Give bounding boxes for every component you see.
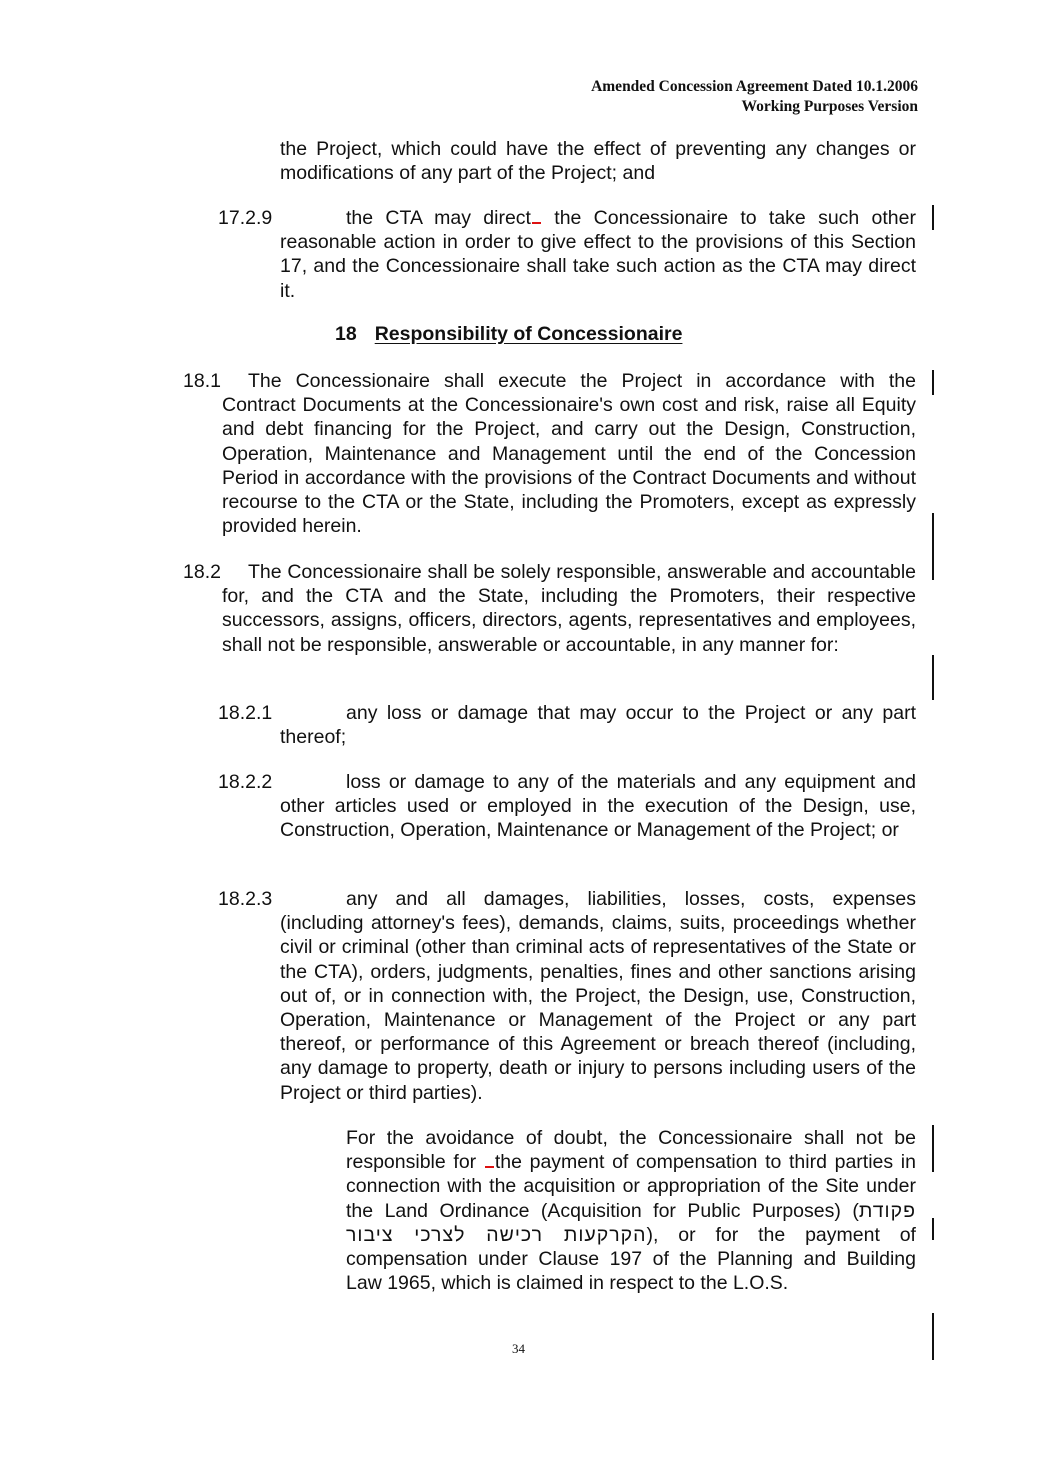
clause-18-2: [222, 560, 916, 657]
running-header: [591, 77, 918, 117]
insertion-mark: [485, 1152, 494, 1168]
change-bar: [932, 205, 934, 230]
clause-number-17-2-9: 17.2.9: [218, 207, 273, 229]
paragraph-text: the payment of compensation to third parties in connection with the acquisition or appropriation of the Site under the Land Ordinance (Acquisition for Public Purposes) (: [346, 1151, 916, 1222]
clause-number-18-2-3: 18.2.3: [218, 888, 273, 910]
clause-18-2-2: [280, 770, 916, 843]
clause-text: the Concessionaire to take such other reasonable action in order to give effect to the provisions of this Section 17, and the Concessionaire shall take such action as the CTA may direct it.: [280, 207, 916, 302]
paragraph-text: ), or for the payment of compensation under Clause 197 of the Planning and Building Law 1965, which is claimed in respect to the L.O.S.: [346, 1223, 916, 1295]
page-number: 34: [512, 1341, 525, 1356]
header-version: Working Purposes Version: [741, 98, 918, 115]
continuation-paragraph: [280, 137, 916, 185]
clause-text: loss or damage to any of the materials and any equipment and other articles used or employed in the execution of the Design, use, Construction, Operation, Maintenance or Management of the Project; or: [280, 771, 916, 842]
clause-text: The Concessionaire shall execute the Project in accordance with the Contract Documents at the Concessionaire's own cost and risk, raise all Equity and debt financing for the Project, and carry out the Design, Construction, Operation, Maintenance and Management until the end of the Concession Period in accordance with the provisions of the Contract Documents and without recourse to the CTA or the State, including the Promoters, except as expressly provided herein.: [222, 370, 916, 538]
section-number: 18: [335, 323, 357, 345]
change-bar: [932, 370, 934, 395]
clause-18-2-3: [280, 887, 916, 1105]
change-bar: [932, 1313, 934, 1360]
clause-number-18-2: 18.2: [183, 561, 221, 583]
clause-17-2-9: [280, 206, 916, 303]
clause-text: the CTA may direct: [346, 207, 531, 229]
clause-text: The Concessionaire shall be solely responsible, answerable and accountable for, and the CTA and the State, including the Promoters, their respective successors, assigns, officers, directors, agents, representatives and employees, shall not be responsible, answerable or accountable, in any manner for:: [222, 561, 916, 656]
avoidance-paragraph: [346, 1126, 916, 1295]
paragraph-text: For the avoidance of doubt, the Concessionaire shall not be responsible for: [346, 1127, 916, 1174]
clause-number-18-2-2: 18.2.2: [218, 771, 273, 793]
header-title: Amended Concession Agreement Dated 10.1.2006: [591, 78, 918, 95]
clause-text: any and all damages, liabilities, losses, costs, expenses (including attorney's fees), demands, claims, suits, proceedings whether civil or criminal (other than criminal acts of representatives of the State or the CTA), orders, judgments, penalties, fines and other sanctions arising out of, or in connection with, the Project, the Design, use, Construction, Operation, Maintenance or Management of the Project or any part thereof, or performance of this Agreement or breach thereof (including, any damage to property, death or injury to persons including users of the Project or third parties).: [280, 888, 916, 1104]
change-bar: [932, 655, 934, 700]
change-bar: [932, 513, 934, 580]
hebrew-law-name: פקודת הקרקעות רכישה לצרכי ציבור: [346, 1199, 916, 1246]
clause-number-18-2-1: 18.2.1: [218, 702, 273, 724]
insertion-mark: [532, 208, 541, 224]
continuation-text: the Project, which could have the effect of preventing any changes or modifications of any part of the Project; and: [280, 138, 916, 185]
clause-18-2-1: [280, 701, 916, 749]
change-bar: [932, 1125, 934, 1172]
section-title: Responsibility of Concessionaire: [374, 323, 683, 345]
clause-text: any loss or damage that may occur to the Project or any part thereof;: [280, 702, 916, 749]
change-bar: [932, 1218, 934, 1240]
clause-18-1: [222, 369, 916, 538]
section-heading: [335, 323, 682, 346]
clause-number-18-1: 18.1: [183, 370, 221, 392]
